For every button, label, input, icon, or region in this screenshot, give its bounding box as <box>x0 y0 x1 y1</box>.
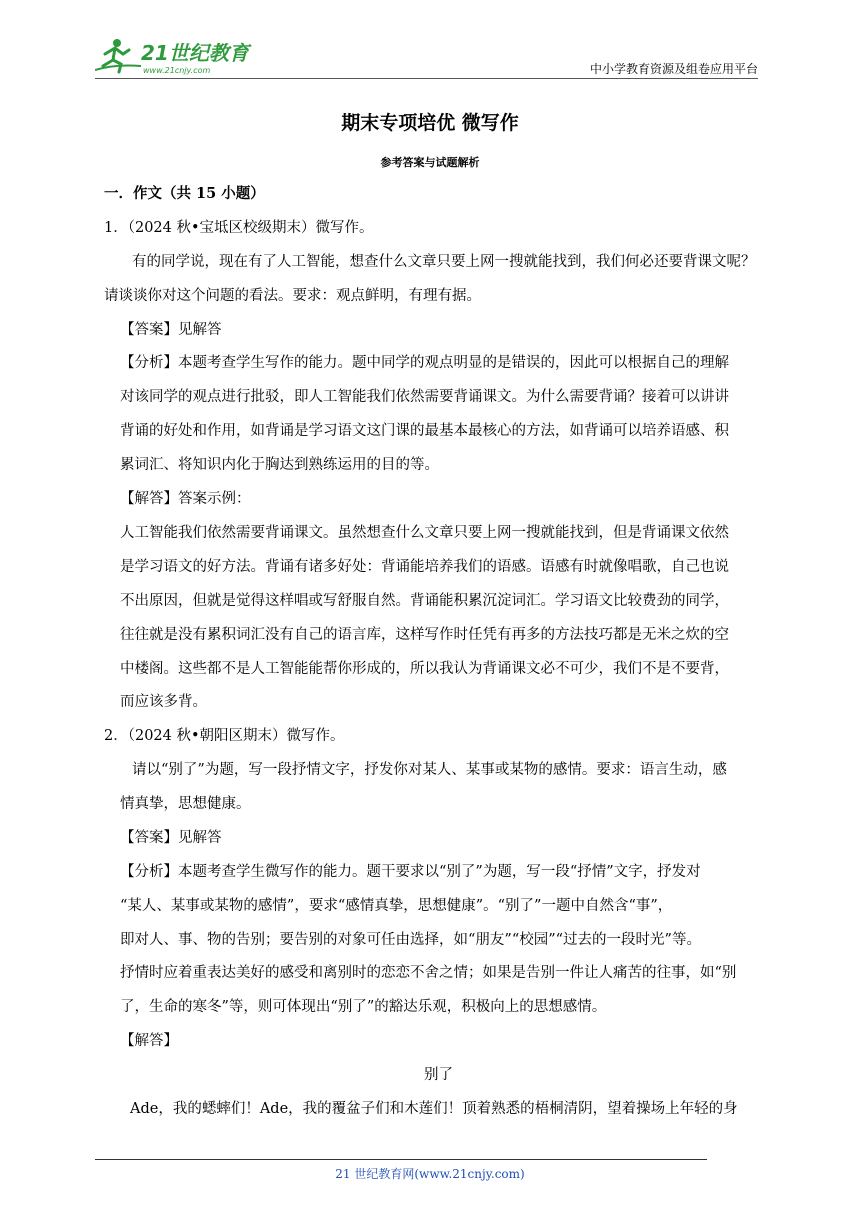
question-1-text: 请谈谈你对这个问题的看法。要求：观点鲜明，有理有据。 <box>104 288 481 304</box>
page-subtitle: 参考答案与试题解析 <box>380 156 480 169</box>
footer-link[interactable]: 21 世纪教育网(www.21cnjy.com) <box>335 1167 525 1181</box>
question-2-header: 2．（2024 秋•朝阳区期末）微写作。 <box>104 728 345 744</box>
solution-text: 人工智能我们依然需要背诵课文。虽然想查什么文章只要上网一搜就能找到，但是背诵课文依然 <box>120 525 729 541</box>
analysis-text: “某人、某事或某物的感情”，要求“感情真挚，思想健康”。“别了”一题中自然含“事”， <box>120 898 673 914</box>
header-divider <box>95 78 758 79</box>
logo-url: www.21cnjy.com <box>143 66 211 75</box>
page-header <box>95 30 758 78</box>
question-2-text: 情真挚，思想健康。 <box>120 796 251 812</box>
analysis-text: 【分析】本题考查学生写作的能力。题中同学的观点明显的是错误的，因此可以根据自己的理解 <box>120 355 729 371</box>
analysis-text: 背诵的好处和作用，如背诵是学习语文这门课的最基本最核心的方法，如背诵可以培养语感、积 <box>120 423 729 439</box>
site-logo <box>95 36 265 76</box>
analysis-text: 了，生命的寒冬”等，则可体现出“别了”的豁达乐观，积极向上的思想感情。 <box>120 999 607 1015</box>
answer-label: 【答案】见解答 <box>120 830 222 846</box>
logo-text: 21世纪教育 <box>141 41 249 65</box>
footer-divider <box>95 1159 707 1160</box>
solution-label: 【解答】 <box>120 1033 178 1049</box>
solution-text: 是学习语文的好方法。背诵有诸多好处：背诵能培养我们的语感。语感有时就像唱歌，自己也说 <box>120 559 729 575</box>
answer-label: 【答案】见解答 <box>120 322 222 338</box>
question-2-text: 请以“别了”为题，写一段抒情文字，抒发你对某人、某事或某物的感情。要求：语言生动，感 <box>132 762 727 778</box>
solution-text: 而应该多背。 <box>120 694 207 710</box>
essay-text: Ade，我的蟋蟀们！Ade，我的覆盆子们和木莲们！顶着熟悉的梧桐清阴，望着操场上年轻的身 <box>130 1101 738 1117</box>
solution-text: 中楼阁。这些都不是人工智能能帮你形成的，所以我认为背诵课文必不可少，我们不是不要背， <box>120 661 729 677</box>
analysis-text: 【分析】本题考查学生微写作的能力。题干要求以“别了”为题，写一段“抒情”文字，抒发对 <box>120 864 701 880</box>
question-1-header: 1．（2024 秋•宝坻区校级期末）微写作。 <box>104 220 374 236</box>
analysis-text: 累词汇、将知识内化于胸达到熟练运用的目的等。 <box>120 457 439 473</box>
page-title: 期末专项培优 微写作 <box>341 112 519 134</box>
runner-icon <box>95 36 265 76</box>
platform-name: 中小学教育资源及组卷应用平台 <box>589 62 758 76</box>
solution-text: 不出原因，但就是觉得这样唱或写舒服自然。背诵能积累沉淀词汇。学习语文比较费劲的同学， <box>120 593 729 609</box>
solution-text: 往往就是没有累积词汇没有自己的语言库，这样写作时任凭有再多的方法技巧都是无米之炊的空 <box>120 627 729 643</box>
question-1-text: 有的同学说，现在有了人工智能，想查什么文章只要上网一搜就能找到，我们何必还要背课文呢？ <box>132 254 756 270</box>
analysis-text: 抒情时应着重表达美好的感受和离别时的恋恋不舍之情；如果是告别一件让人痛苦的往事，如“别 <box>120 965 737 981</box>
analysis-text: 对该同学的观点进行批驳，即人工智能我们依然需要背诵课文。为什么需要背诵？接着可以讲讲 <box>120 389 729 405</box>
analysis-text: 即对人、事、物的告别；要告别的对象可任由选择，如“朋友”“校园”“过去的一段时光”等。 <box>120 932 701 948</box>
essay-title: 别了 <box>424 1067 453 1083</box>
section-heading: 一．作文（共 15 小题） <box>104 185 265 202</box>
solution-label: 【解答】答案示例： <box>120 491 251 507</box>
